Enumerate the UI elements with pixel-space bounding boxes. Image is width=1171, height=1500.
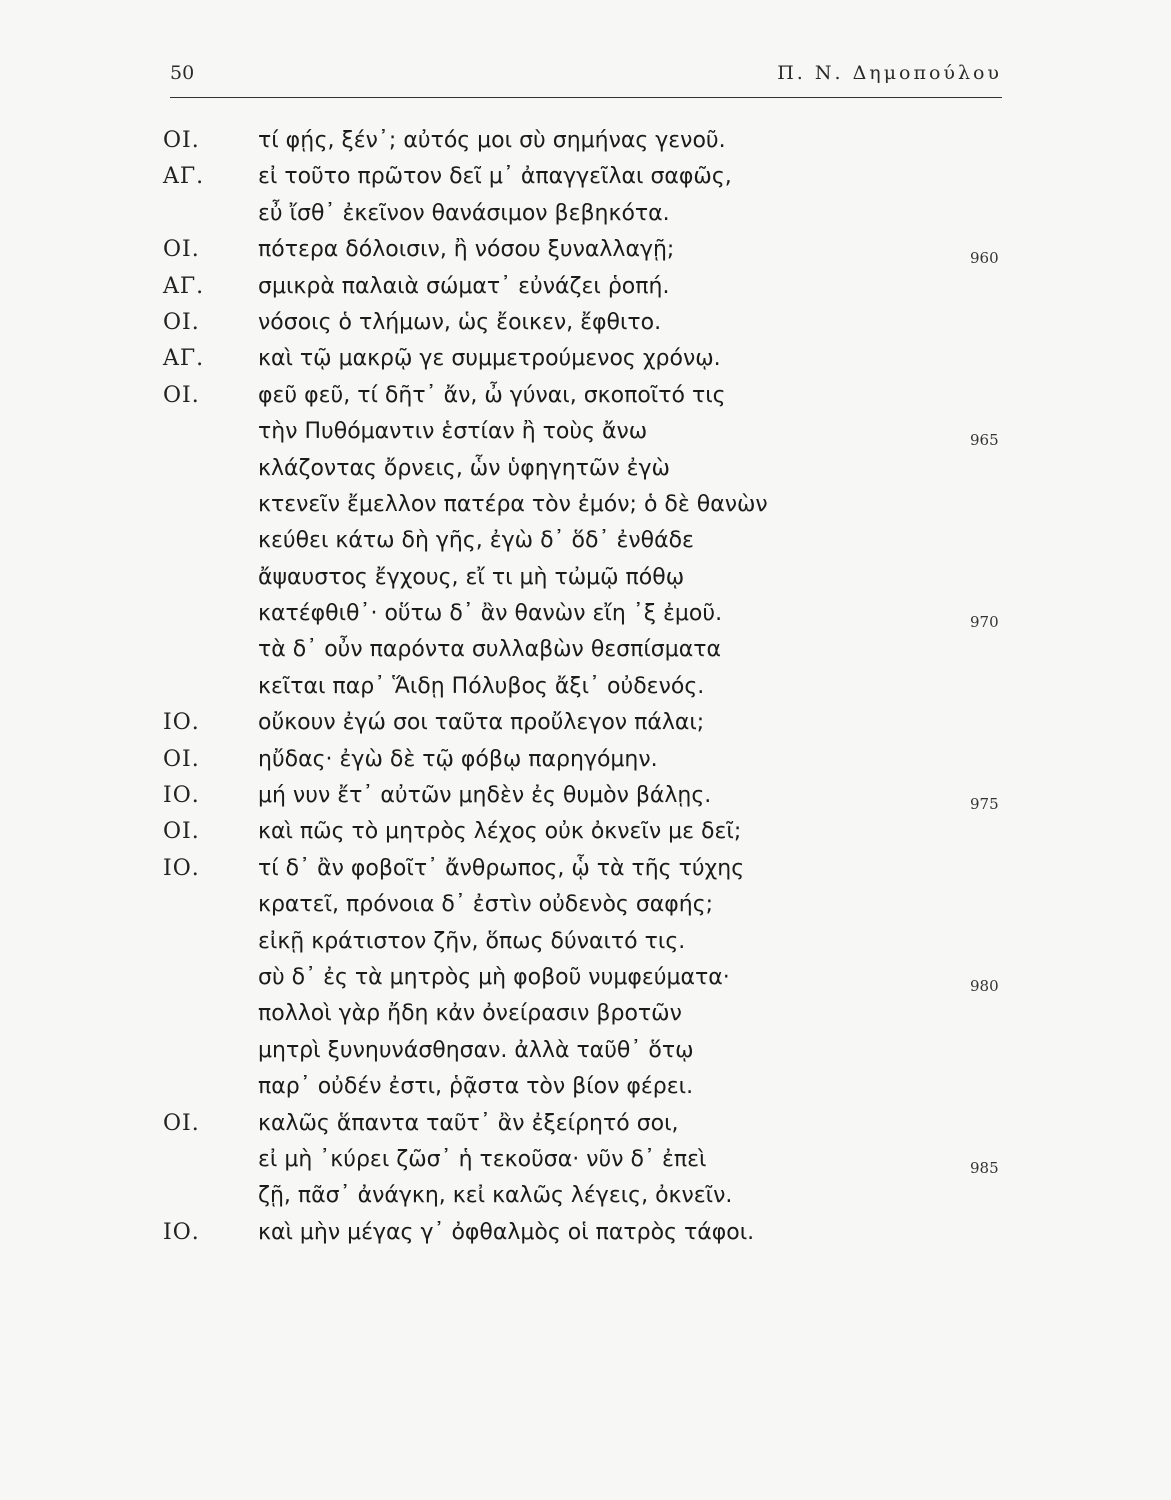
speaker-label: ΙΟ.	[163, 783, 200, 809]
verse-line	[0, 601, 1171, 637]
verse-line	[0, 237, 1171, 273]
verse-text: εἰ τοῦτο πρῶτον δεῖ μ᾽ ἀπαγγεῖλαι σαφῶς,	[258, 164, 732, 190]
speaker-label: ΑΓ.	[163, 273, 205, 299]
verse-line	[0, 274, 1171, 310]
verse-line	[0, 1038, 1171, 1074]
verse-text: τὰ δ᾽ οὖν παρόντα συλλαβὼν θεσπίσματα	[258, 637, 721, 663]
verse-text: τί φῄς, ξέν᾽; αὐτός μοι σὺ σημήνας γενοῦ.	[258, 128, 726, 153]
verse-text: κτενεῖν ἔμελλον πατέρα τὸν ἐμόν; ὁ δὲ θανὼν	[258, 491, 768, 517]
verse-line	[0, 747, 1171, 783]
line-number: 975	[970, 795, 999, 814]
speaker-label: ΑΓ.	[163, 346, 205, 372]
verse-line	[0, 310, 1171, 346]
verse-text: ζῇ, πᾶσ᾽ ἀνάγκη, κεἰ καλῶς λέγεις, ὀκνεῖν.	[258, 1183, 733, 1209]
verse-line	[0, 419, 1171, 455]
speaker-label: ΟΙ.	[163, 237, 200, 263]
speaker-label: ΙΟ.	[163, 710, 200, 736]
speaker-label: ΟΙ.	[163, 128, 200, 153]
verse-line	[0, 1147, 1171, 1183]
speaker-label: ΟΙ.	[163, 746, 200, 772]
verse-text: καὶ μὴν μέγας γ᾽ ὀφθαλμὸς οἱ πατρὸς τάφοι.	[258, 1219, 755, 1245]
verse-text: καλῶς ἅπαντα ταῦτ᾽ ἂν ἐξείρητό σοι,	[258, 1110, 679, 1136]
verse-block	[0, 128, 1171, 1256]
verse-text: ηὔδας· ἐγὼ δὲ τῷ φόβῳ παρηγόμην.	[258, 746, 658, 772]
verse-text: εὖ ἴσθ᾽ ἐκεῖνον θανάσιμον βεβηκότα.	[258, 200, 670, 226]
verse-text: μητρὶ ξυνηυνάσθησαν. ἀλλὰ ταῦθ᾽ ὅτῳ	[258, 1037, 694, 1063]
speaker-label: ΟΙ.	[163, 819, 200, 845]
verse-line	[0, 929, 1171, 965]
page-number: 50	[170, 62, 195, 84]
verse-line	[0, 819, 1171, 855]
verse-line	[0, 383, 1171, 419]
verse-text: κλάζοντας ὄρνεις, ὧν ὑφηγητῶν ἐγὼ	[258, 455, 670, 481]
verse-line	[0, 674, 1171, 710]
verse-text: παρ᾽ οὐδέν ἐστι, ῥᾷστα τὸν βίον φέρει.	[258, 1074, 694, 1100]
verse-text: τὴν Πυθόμαντιν ἑστίαν ἢ τοὺς ἄνω	[258, 419, 648, 445]
verse-text: κεῖται παρ᾽ Ἅιδῃ Πόλυβος ἄξι᾽ οὐδενός.	[258, 673, 705, 699]
verse-text: σὺ δ᾽ ἐς τὰ μητρὸς μὴ φοβοῦ νυμφεύματα·	[258, 964, 730, 990]
verse-line	[0, 965, 1171, 1001]
verse-text: πολλοὶ γὰρ ἤδη κἀν ὀνείρασιν βροτῶν	[258, 1001, 682, 1027]
verse-line	[0, 710, 1171, 746]
verse-line	[0, 1220, 1171, 1256]
line-number: 970	[970, 613, 999, 632]
verse-line	[0, 346, 1171, 382]
verse-line	[0, 164, 1171, 200]
verse-text: μή νυν ἔτ᾽ αὐτῶν μηδὲν ἐς θυμὸν βάλῃς.	[258, 783, 712, 809]
verse-line	[0, 1183, 1171, 1219]
speaker-label: ΙΟ.	[163, 1219, 200, 1245]
verse-line	[0, 1111, 1171, 1147]
verse-text: καὶ τῷ μακρῷ γε συμμετρούμενος χρόνῳ.	[258, 346, 721, 372]
verse-line	[0, 456, 1171, 492]
speaker-label: ΟΙ.	[163, 309, 200, 335]
verse-text: καὶ πῶς τὸ μητρὸς λέχος οὐκ ὀκνεῖν με δεῖ;	[258, 819, 742, 845]
verse-text: εἰ μὴ ᾽κύρει ζῶσ᾽ ἡ τεκοῦσα· νῦν δ᾽ ἐπεὶ	[258, 1146, 707, 1172]
page-header	[170, 62, 1002, 92]
speaker-label: ΟΙ.	[163, 1110, 200, 1136]
line-number: 985	[970, 1158, 999, 1177]
verse-line	[0, 1001, 1171, 1037]
verse-line	[0, 528, 1171, 564]
verse-text: κρατεῖ, πρόνοια δ᾽ ἐστὶν οὐδενὸς σαφής;	[258, 892, 714, 918]
verse-line	[0, 1074, 1171, 1110]
verse-line	[0, 783, 1171, 819]
verse-text: ἄψαυστος ἔγχους, εἴ τι μὴ τὠμῷ πόθῳ	[258, 564, 685, 590]
verse-line	[0, 492, 1171, 528]
verse-line	[0, 637, 1171, 673]
verse-text: κεύθει κάτω δὴ γῆς, ἐγὼ δ᾽ ὅδ᾽ ἐνθάδε	[258, 528, 694, 554]
line-number: 960	[970, 249, 999, 268]
header-rule	[170, 97, 1002, 98]
speaker-label: ΑΓ.	[163, 164, 205, 190]
verse-text: οὔκουν ἐγώ σοι ταῦτα προὔλεγον πάλαι;	[258, 710, 705, 736]
verse-line	[0, 128, 1171, 164]
verse-text: τί δ᾽ ἂν φοβοῖτ᾽ ἄνθρωπος, ᾧ τὰ τῆς τύχης	[258, 855, 745, 881]
verse-text: φεῦ φεῦ, τί δῆτ᾽ ἄν, ὦ γύναι, σκοποῖτό τις	[258, 382, 726, 408]
verse-text: εἰκῇ κράτιστον ζῆν, ὅπως δύναιτό τις.	[258, 928, 686, 954]
verse-text: νόσοις ὁ τλήμων, ὡς ἔοικεν, ἔφθιτο.	[258, 309, 662, 335]
speaker-label: ΟΙ.	[163, 382, 200, 408]
verse-line	[0, 856, 1171, 892]
line-number: 965	[970, 431, 999, 450]
running-head: Π. Ν. Δημοπούλου	[777, 62, 1002, 84]
verse-text: σμικρὰ παλαιὰ σώματ᾽ εὐνάζει ῥοπή.	[258, 273, 670, 299]
speaker-label: ΙΟ.	[163, 855, 200, 881]
verse-line	[0, 201, 1171, 237]
verse-line	[0, 892, 1171, 928]
verse-line	[0, 565, 1171, 601]
line-number: 980	[970, 976, 999, 995]
verse-text: κατέφθιθ᾽· οὕτω δ᾽ ἂν θανὼν εἴη ᾽ξ ἐμοῦ.	[258, 601, 723, 627]
verse-text: πότερα δόλοισιν, ἢ νόσου ξυναλλαγῇ;	[258, 237, 675, 263]
